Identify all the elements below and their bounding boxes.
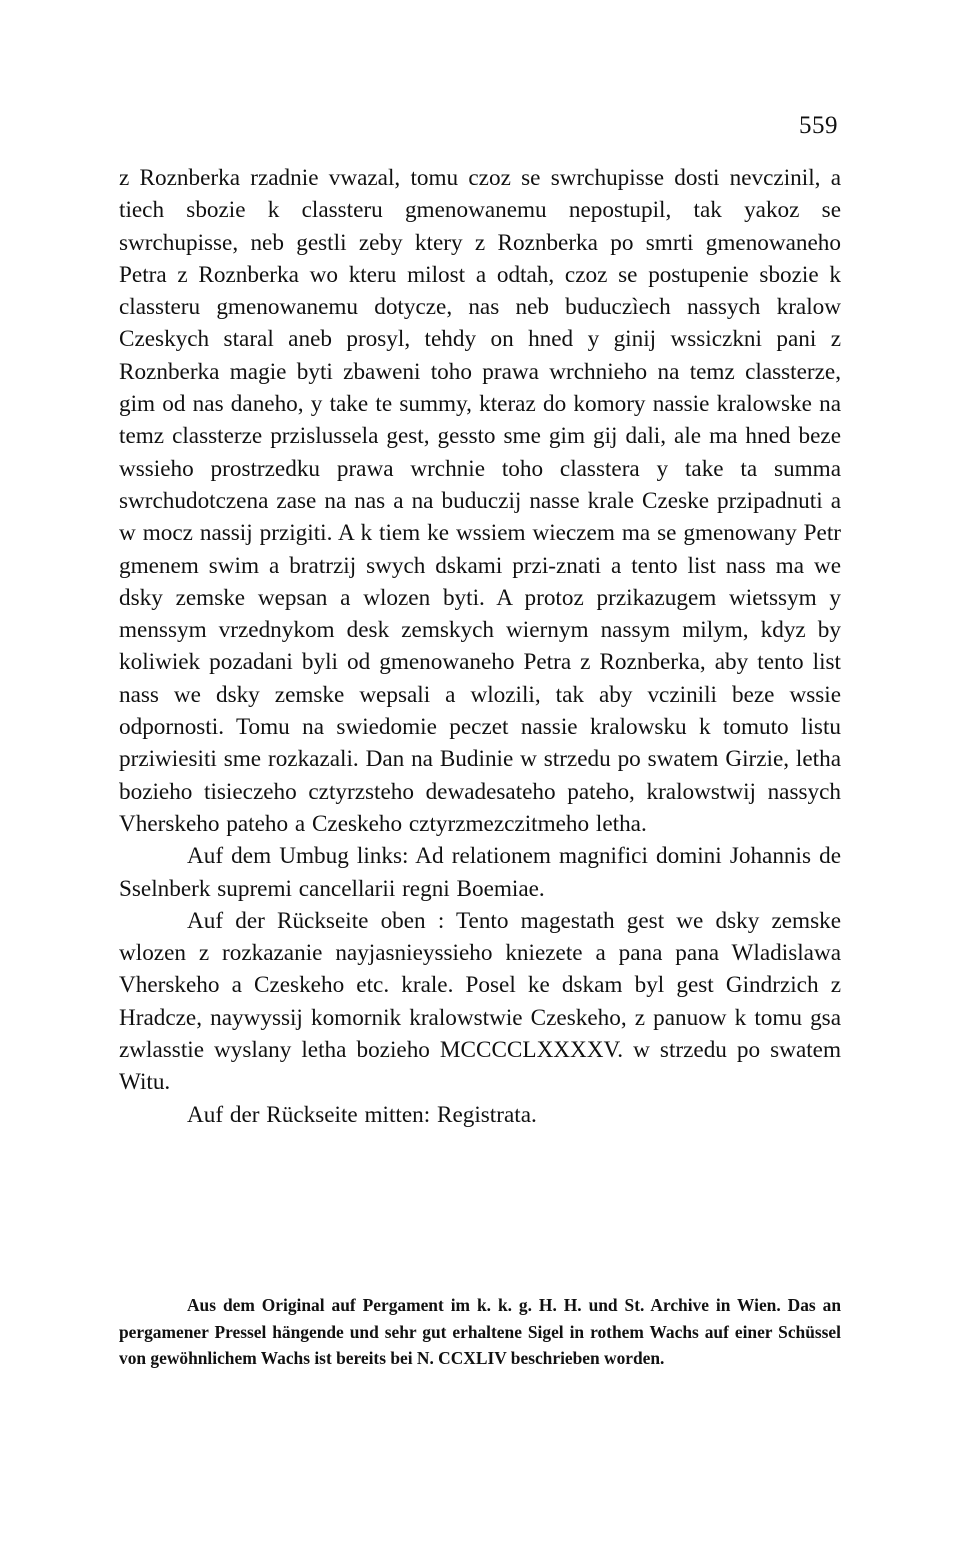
source-note xyxy=(119,1292,841,1372)
rueckseite-oben-paragraph: Auf der Rückseite oben : Tento magestath gest we dsky zemske wlozen z rozkazanie nayjasnieyssieho kniezete a pana pana Wladislawa Vherskeho a Czeskeho etc. krale. Posel ke dskam byl gest Gindrzich z Hradcze, naywyssij komornik kralowstwie Czeskeho, z panuow k tomu gsa zwlasstie wyslany letha bozieho MCCCCLXXXXV. w strzedu po swatem Witu. xyxy=(119,907,841,1096)
rueckseite-mitten-paragraph: Auf der Rückseite mitten: Registrata. xyxy=(187,1101,537,1128)
source-note-text: Aus dem Original auf Pergament im k. k. g. H. H. und St. Archive in Wien. Das an pergamener Pressel hängende und sehr gut erhaltene Sigel in rothem Wachs auf einer Schüssel von gewöhnlichem Wachs ist bereits bei N. CCXLIV beschrieben worden. xyxy=(119,1295,841,1368)
page-number: 559 xyxy=(799,112,838,139)
umbug-paragraph: Auf dem Umbug links: Ad relationem magnifici domini Johannis de Sselnberk supremi cancellarii regni Boemiae. xyxy=(119,843,841,902)
document-body xyxy=(119,162,841,1131)
main-paragraph: z Roznberka rzadnie vwazal, tomu czoz se swrchupisse dosti nevczinil, a tiech sbozie k classteru gmenowanemu nepostupil, tak yakoz se swrchupisse, neb gestli zeby ktery z Roznberka po smrti gmenowaneho Petra z Roznberka wo kteru milost a odtah, czoz se postupenie sbozie k classteru gmenowanemu dotycze, nas neb buduczìech nassych kralow Czeskych staral aneb prosyl, tehdy on hned y ginij wssiczkni pani z Roznberka magie byti zbaweni toho prawa wrchnieho na temz classterze, gim od nas daneho, y take te summy, kteraz do komory nassie kralowske na temz classterze przislussela gest, gessto sme gim gij dali, ale ma hned beze wssieho prostrzedku prawa wrchnie toho classtera y take ta summa swrchudotczena zase na nas a na buduczij nasse krale Czeske przipadnuti a w mocz nassij przigiti. A k tiem ke wssiem wieczem ma se gmenowany Petr gmenem swim a bratrzij swych dskami przi-znati a tento list nass ma we dsky zemske wepsan a wlozen byti. A protoz przikazugem wietssym y menssym vrzednykom desk zemskych wiernym nassym milym, kdyz by koliwiek pozadani byli od gmenowaneho Petra z Roznberka, aby tento list nass we dsky zemske wepsali a wlozili, tak aby vczinili beze wssie odpornosti. Tomu na swiedomie peczet nassie kralowsku k tomuto listu prziwiesiti sme rozkazali. Dan na Budinie w strzedu po swatem Girzie, letha bozieho tisieczeho cztyrzsteho dewadesateho pateho, kralowstwij nassych Vherskeho pateho a Czeskeho cztyrzmezczitmeho letha. xyxy=(119,165,841,837)
